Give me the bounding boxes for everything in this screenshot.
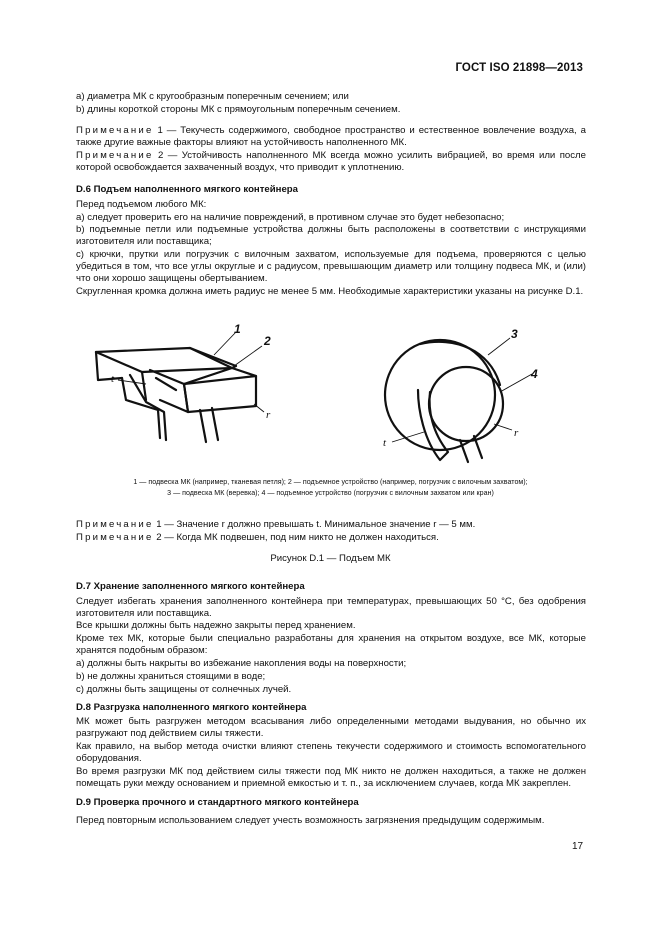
note-label: Примечание — [76, 519, 154, 530]
note-label: Примечание — [76, 532, 154, 543]
d9-paragraph-1: Перед повторным использованием следует учесть возможность загрязнения предыдущим содержимым. — [76, 815, 545, 826]
leader-3 — [488, 338, 510, 355]
d6-radius-paragraph: Скругленная кромка должна иметь радиус не менее 5 мм. Необходимые характеристики указаны на рисунке D.1. — [76, 286, 584, 297]
section-d7-title: D.7 Хранение заполненного мягкого контейнера — [76, 581, 305, 592]
loop-left-strand-inner — [130, 375, 166, 440]
text-line: b) длины короткой стороны МК с прямоугольным поперечным сечением. — [76, 104, 401, 115]
rope-left-strand — [418, 390, 448, 460]
note-text: 1 — Значение r должно превышать t. Минимальное значение r — 5 мм. — [153, 519, 476, 530]
paragraph-b — [76, 104, 586, 116]
round-device — [429, 367, 503, 441]
note-1 — [76, 125, 586, 149]
document-header: ГОСТ ISO 21898—2013 — [455, 62, 583, 74]
label-r-left: r — [266, 409, 271, 421]
d7-paragraph-1: Следует избегать хранения заполненного контейнера при температурах, превышающих 50 °C, без одобрения изготовителя или поставщика. — [76, 596, 586, 620]
note-text: 2 — Устойчивость наполненного МК всегда можно усилить вибрацией, во время или после которой освобождается захваченный воздух, что приводит к уплотнению. — [76, 150, 586, 174]
note-label: Примечание — [76, 150, 154, 161]
section-d8-title: D.8 Разгрузка наполненного мягкого контейнера — [76, 702, 307, 713]
d6-item-c: с) крючки, прутки или погрузчик с вилочным захватом, используемые для подъема, проверяются с целью убедиться в том, что все углы округлые и с радиусом, превышающим диаметр или толщину подвеса МК, и (или) что они хорошо защищены обертыванием. — [76, 249, 586, 285]
label-t-left: t — [111, 373, 115, 385]
leader-4 — [500, 374, 532, 392]
d7-item-b: b) не должны храниться стоящими в воде; — [76, 671, 266, 682]
d8-paragraph-2: Как правило, на выбор метода очистки влияют степень текучести содержимого и стоимость вспомогательного оборудования. — [76, 741, 586, 765]
page-number: 17 — [572, 841, 584, 852]
note-2 — [76, 150, 586, 174]
d8-paragraph-1: МК может быть разгружен методом всасывания либо определенными методами выдувания, но обычно их разгружают под действием силы тяжести. — [76, 716, 586, 740]
label-2: 2 — [264, 334, 271, 348]
label-1: 1 — [234, 322, 241, 336]
text-line: a) диаметра МК с кругообразным поперечным сечением; или — [76, 91, 349, 102]
figure-note-1 — [76, 519, 586, 531]
d7-paragraph-2: Все крышки должны быть надежно закрыты перед хранением. — [76, 620, 356, 631]
d8-paragraph-3: Во время разгрузки МК под действием силы тяжести под МК никто не должен находиться, а также не должен помещать руки между основанием и приемной емкостью и т. п., за исключением случаев, когда МК закреплен. — [76, 766, 586, 790]
d6-item-b: b) подъемные петли или подъемные устройства должны быть расположены в соответствии с инструкциями изготовителя или поставщика; — [76, 224, 586, 248]
label-t-right: t — [383, 437, 387, 449]
d6-item-a: а) следует проверить его на наличие повреждений, в противном случае это будет небезопасно; — [76, 212, 505, 223]
d7-paragraph-3: Кроме тех МК, которые были специально разработаны для хранения на открытом воздухе, все МК, которые хранятся подобным образом: — [76, 633, 586, 657]
section-d9-title: D.9 Проверка прочного и стандартного мягкого контейнера — [76, 797, 359, 808]
leader-t2 — [392, 432, 424, 442]
figure-caption-line-2: 3 — подвеска МК (веревка); 4 — подъемное устройство (погрузчик с вилочным захватом или кран) — [167, 489, 494, 497]
label-3: 3 — [511, 327, 518, 341]
device-cross-section — [184, 368, 256, 412]
leader-r2 — [494, 424, 512, 430]
rope-right-strand — [460, 436, 482, 462]
note-label: Примечание — [76, 125, 154, 136]
d6-intro: Перед подъемом любого МК: — [76, 199, 207, 210]
loop-left-strand — [122, 378, 160, 438]
loop-wrap — [150, 370, 188, 412]
section-d6-title: D.6 Подъем наполненного мягкого контейнера — [76, 184, 298, 195]
figure-title: Рисунок D.1 — Подъем МК — [270, 553, 391, 564]
rope-loop-outer — [385, 340, 495, 450]
figure-note-2 — [76, 532, 586, 544]
loop-right-strand — [200, 408, 218, 442]
d7-item-a: а) должны быть накрыты во избежание накопления воды на поверхности; — [76, 658, 407, 669]
leader-t1 — [118, 380, 146, 384]
device-top-face — [96, 348, 232, 372]
d7-item-c: с) должны быть защищены от солнечных лучей. — [76, 684, 292, 695]
leader-2 — [234, 346, 262, 366]
note-text: 2 — Когда МК подвешен, под ним никто не должен находиться. — [153, 532, 439, 543]
leader-r1 — [254, 404, 264, 412]
paragraph-a — [76, 91, 586, 103]
label-4: 4 — [531, 367, 538, 381]
note-text: 1 — Текучесть содержимого, свободное пространство и естественное вовлечение воздуха, а также другие важные факторы влияют на устойчивость наполненного МК. — [76, 125, 586, 149]
leader-1 — [214, 332, 236, 355]
device-left-edge — [96, 352, 122, 380]
label-r-right: r — [514, 427, 519, 439]
figure-caption-line-1: 1 — подвеска МК (например, тканевая петля); 2 — подъемное устройство (например, погрузчик с вилочным захватом); — [133, 478, 528, 486]
